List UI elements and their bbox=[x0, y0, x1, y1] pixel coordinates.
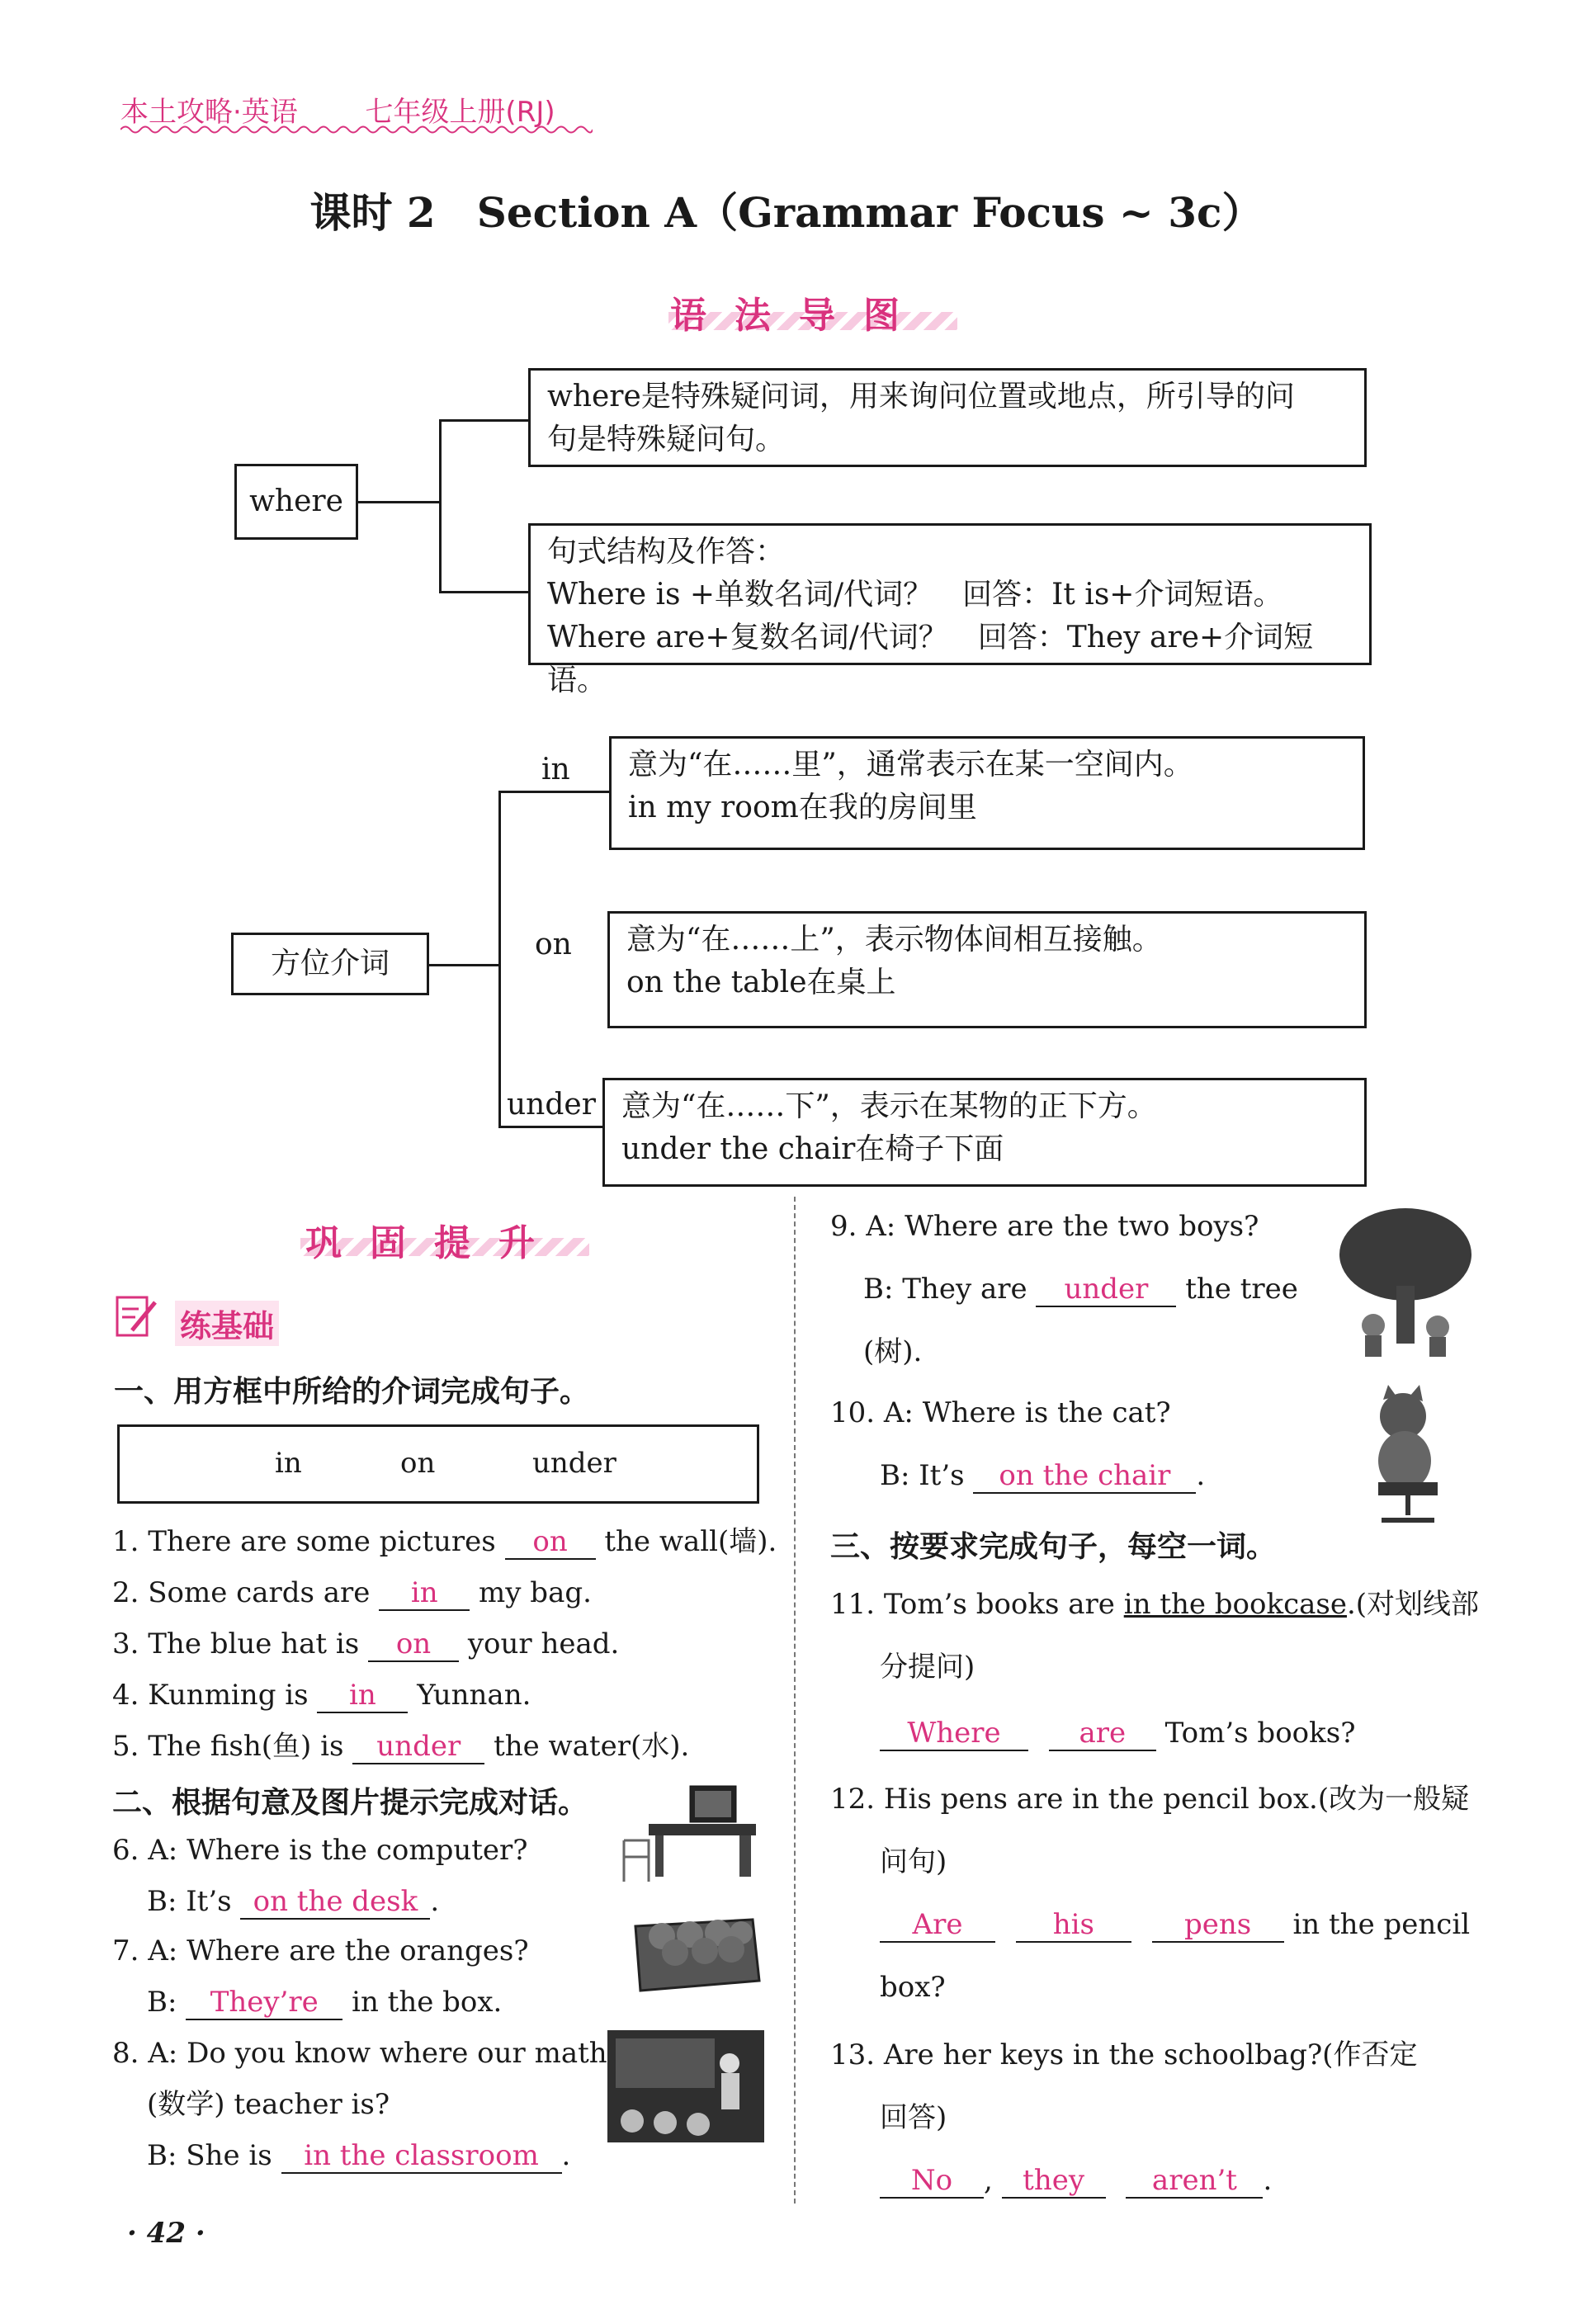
question-2 bbox=[112, 1576, 592, 1611]
prep-in-label: in bbox=[541, 753, 570, 786]
section-3-title: 三、按要求完成句子，每空一词。 bbox=[830, 1530, 1277, 1564]
q7-b bbox=[147, 1986, 502, 2020]
pencil-note-icon bbox=[114, 1292, 160, 1342]
explanation-line: 意为“在……下”，表示在某物的正下方。 bbox=[621, 1089, 1157, 1123]
q10-b bbox=[880, 1459, 1205, 1494]
preposition-node-label: 方位介词 bbox=[270, 947, 390, 980]
q3-text-end: your head. bbox=[467, 1627, 620, 1660]
q10-b-text: B: It’s bbox=[880, 1459, 965, 1492]
connector bbox=[429, 964, 500, 966]
basic-practice-label: 练基础 bbox=[175, 1301, 279, 1346]
practice-banner: 巩固提升 bbox=[305, 1222, 563, 1264]
prep-under-label: under bbox=[507, 1088, 596, 1122]
q12-end: box? bbox=[880, 1971, 946, 2004]
explanation-line: in my room在我的房间里 bbox=[628, 791, 977, 824]
connector bbox=[439, 419, 530, 422]
explanation-line: 意为“在……上”，表示物体间相互接触。 bbox=[626, 923, 1162, 957]
q8-a-line2: (数学) teacher is? bbox=[147, 2088, 390, 2121]
question-5 bbox=[112, 1730, 689, 1764]
q11-answer-1[interactable]: Where bbox=[880, 1717, 1028, 1751]
on-explanation-box bbox=[607, 911, 1367, 1028]
prep-on-label: on bbox=[535, 928, 572, 961]
q7-b-end: in the box. bbox=[352, 1986, 503, 2019]
q6-b bbox=[147, 1885, 439, 1920]
q13-answer-3[interactable]: aren’t bbox=[1126, 2164, 1263, 2199]
connector bbox=[439, 591, 530, 593]
q13-answers bbox=[880, 2164, 1272, 2199]
grammar-banner: 语法导图 bbox=[670, 295, 928, 337]
q13-comma: , bbox=[984, 2164, 993, 2197]
q8-b bbox=[147, 2139, 570, 2174]
grade-label: 七年级上册(RJ) bbox=[365, 96, 555, 129]
where-definition-box bbox=[528, 368, 1367, 467]
structure-line: 句式结构及作答： bbox=[547, 535, 786, 569]
page-number: · 42 · bbox=[127, 2217, 205, 2250]
q11-requirement: .(对划线部 bbox=[1346, 1588, 1480, 1621]
q6-b-end: . bbox=[430, 1885, 440, 1918]
q11-text: 11. Tom’s books are bbox=[830, 1588, 1115, 1621]
q6-answer[interactable]: on the desk bbox=[240, 1885, 430, 1920]
q9-b-text: B: They are bbox=[863, 1273, 1027, 1306]
q11-underlined-phrase: in the bookcase bbox=[1123, 1588, 1347, 1621]
q8-a-line1: 8. A: Do you know where our math bbox=[112, 2037, 607, 2070]
q7-a: 7. A: Where are the oranges? bbox=[112, 1934, 529, 1967]
tree-boys-image bbox=[1335, 1203, 1476, 1360]
q12-line1: 12. His pens are in the pencil box.(改为一般疑 bbox=[830, 1783, 1470, 1816]
q1-text-end: the wall(墙). bbox=[604, 1525, 777, 1558]
where-node-label: where bbox=[249, 484, 343, 518]
book-name: 本土攻略·英语 bbox=[120, 96, 298, 129]
q9-answer[interactable]: under bbox=[1036, 1273, 1176, 1307]
q11-text-end: Tom’s books? bbox=[1164, 1717, 1356, 1750]
word-in: in bbox=[275, 1447, 302, 1480]
q12-text-end: in the pencil bbox=[1292, 1908, 1471, 1941]
q5-answer[interactable]: under bbox=[352, 1730, 484, 1764]
explanation-line: 意为“在……里”，通常表示在某一空间内。 bbox=[628, 748, 1193, 782]
q1-answer[interactable]: on bbox=[505, 1525, 596, 1560]
q9-b-end: the tree bbox=[1185, 1273, 1298, 1306]
q13-line1: 13. Are her keys in the schoolbag?(作否定 bbox=[830, 2038, 1418, 2071]
q7-b-text: B: bbox=[147, 1986, 177, 2019]
q4-text: 4. Kunming is bbox=[112, 1679, 309, 1712]
q10-b-end: . bbox=[1196, 1459, 1206, 1492]
q11-answer-2[interactable]: are bbox=[1049, 1717, 1156, 1751]
q10-a: 10. A: Where is the cat? bbox=[830, 1396, 1171, 1429]
word-on: on bbox=[400, 1447, 436, 1480]
q3-text: 3. The blue hat is bbox=[112, 1627, 360, 1660]
q9-a: 9. A: Where are the two boys? bbox=[830, 1210, 1259, 1243]
q13-answer-2[interactable]: they bbox=[1002, 2164, 1106, 2199]
section-2-title: 二、根据句意及图片提示完成对话。 bbox=[112, 1786, 588, 1820]
q2-text-end: my bag. bbox=[479, 1576, 592, 1609]
structure-line: Where is +单数名词/代词？ 回答：It is+介词短语。 bbox=[547, 578, 1283, 612]
word-box bbox=[117, 1424, 759, 1504]
q5-text: 5. The fish(鱼) is bbox=[112, 1730, 344, 1763]
connector bbox=[358, 501, 441, 503]
section-1-title: 一、用方框中所给的介词完成句子。 bbox=[114, 1375, 590, 1409]
connector bbox=[498, 791, 611, 793]
q3-answer[interactable]: on bbox=[368, 1627, 459, 1662]
lesson-title: 课时 2 Section A（Grammar Focus ~ 3c） bbox=[309, 188, 1264, 237]
column-divider bbox=[794, 1197, 796, 2204]
q10-answer[interactable]: on the chair bbox=[973, 1459, 1196, 1494]
q13-line2: 回答) bbox=[880, 2101, 947, 2134]
connector bbox=[498, 791, 501, 1127]
q4-answer[interactable]: in bbox=[317, 1679, 408, 1713]
q8-b-end: . bbox=[561, 2139, 571, 2172]
question-4 bbox=[112, 1679, 531, 1713]
q9-b2: (树). bbox=[863, 1335, 923, 1368]
q11-line1 bbox=[830, 1588, 1479, 1621]
q9-b bbox=[863, 1273, 1298, 1307]
connector bbox=[498, 1126, 604, 1128]
connector bbox=[439, 419, 442, 593]
explanation-line: under the chair在椅子下面 bbox=[621, 1132, 1004, 1166]
q12-answer-2[interactable]: his bbox=[1016, 1908, 1131, 1943]
q6-a: 6. A: Where is the computer? bbox=[112, 1834, 528, 1867]
definition-line: where是特殊疑问词，用来询问位置或地点，所引导的问 bbox=[547, 380, 1295, 413]
q7-answer[interactable]: They’re bbox=[186, 1986, 342, 2020]
word-under: under bbox=[532, 1447, 616, 1480]
q2-text: 2. Some cards are bbox=[112, 1576, 371, 1609]
in-explanation-box bbox=[609, 736, 1365, 850]
under-explanation-box bbox=[602, 1078, 1367, 1187]
structure-line: Where are+复数名词/代词？ 回答：They are+介词短语。 bbox=[547, 621, 1314, 697]
explanation-line: on the table在桌上 bbox=[626, 966, 896, 999]
q11-answers bbox=[880, 1717, 1355, 1751]
q12-line2: 问句) bbox=[880, 1845, 947, 1878]
cat-chair-image bbox=[1345, 1383, 1469, 1528]
question-1 bbox=[112, 1525, 777, 1560]
question-3 bbox=[112, 1627, 619, 1662]
classroom-image bbox=[607, 2030, 764, 2142]
q6-b-text: B: It’s bbox=[147, 1885, 232, 1918]
q12-answer-3[interactable]: pens bbox=[1152, 1908, 1284, 1943]
oranges-box-image bbox=[629, 1901, 763, 2009]
q1-text: 1. There are some pictures bbox=[112, 1525, 496, 1558]
q13-period: . bbox=[1263, 2164, 1273, 2197]
q12-answer-1[interactable]: Are bbox=[880, 1908, 995, 1943]
q11-line2: 分提问) bbox=[880, 1651, 975, 1684]
definition-line: 句是特殊疑问句。 bbox=[547, 423, 786, 456]
q8-answer[interactable]: in the classroom bbox=[281, 2139, 562, 2174]
q12-answers bbox=[880, 1908, 1470, 1943]
q4-text-end: Yunnan. bbox=[417, 1679, 531, 1712]
sentence-structure-box bbox=[528, 523, 1372, 697]
header-wave-underline bbox=[120, 124, 593, 135]
q8-b-text: B: She is bbox=[147, 2139, 272, 2172]
where-node bbox=[234, 464, 358, 540]
preposition-node bbox=[231, 933, 429, 995]
q5-text-end: the water(水). bbox=[494, 1730, 690, 1763]
computer-desk-image bbox=[616, 1774, 769, 1890]
q13-answer-1[interactable]: No bbox=[880, 2164, 984, 2199]
q2-answer[interactable]: in bbox=[379, 1576, 470, 1611]
